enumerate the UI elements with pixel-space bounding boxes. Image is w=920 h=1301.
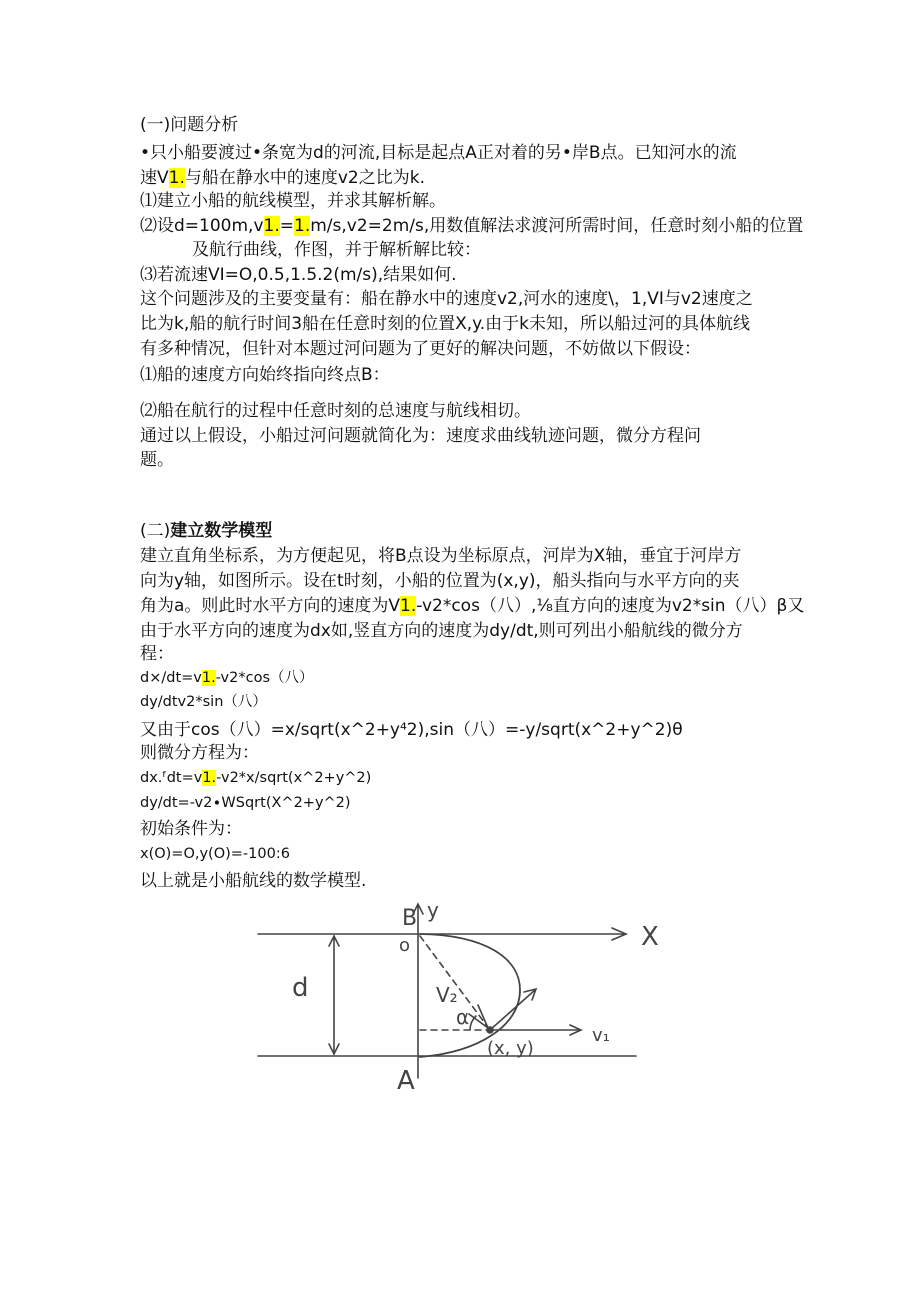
highlight: 1. xyxy=(202,770,217,786)
section-1-heading: (一)问题分析 xyxy=(140,115,239,135)
problem-paragraph-line-1: •只小船要渡过•条宽为d的河流,目标是起点A正对着的另•岸B点。已知河水的流 xyxy=(140,143,737,163)
alpha-angle-arc xyxy=(470,1016,476,1030)
highlight: 1. xyxy=(168,168,185,188)
label-alpha: α xyxy=(456,1005,470,1029)
variables-paragraph-line-1: 这个问题涉及的主要变量有：船在静水中的速度v2,河水的速度\，1,VI与v2速度之 xyxy=(140,289,753,309)
equation-1: d×∕dt=v1.-v2*cos（八） xyxy=(140,670,314,686)
question-2: ⑵设d=100m,v1.=1.m∕s,v2=2m∕s,用数值解法求渡河所需时间，任意时刻小船的位置 xyxy=(140,216,804,236)
label-d: d xyxy=(292,973,309,1003)
diff-eq-intro: 则微分方程为： xyxy=(140,743,259,763)
model-paragraph-line-5: 程： xyxy=(140,644,174,664)
simplification-line-1: 通过以上假设，小船过河问题就简化为：速度求曲线轨迹问题，微分方程问 xyxy=(140,426,701,446)
question-3: ⑶若流速VI=O,0.5,1.5.2(m∕s),结果如何. xyxy=(140,265,457,285)
highlight: 1. xyxy=(263,216,280,236)
equation-3: dx.ᶠdt=v1.-v2*x/sqrt(x^2+y^2) xyxy=(140,770,372,786)
label-y: y xyxy=(427,898,439,922)
boat-position-point xyxy=(487,1027,493,1033)
question-1: ⑴建立小船的航线模型，并求其解析解。 xyxy=(140,191,446,211)
simplification-line-2: 题。 xyxy=(140,450,174,470)
velocity-vector xyxy=(490,990,535,1030)
label-O: o xyxy=(399,935,411,956)
problem-paragraph-line-2: 速V1.与船在静水中的速度v2之比为k. xyxy=(140,168,425,188)
variables-paragraph-line-3: 有多种情况，但针对本题过河问题为了更好的解决问题，不妨做以下假设： xyxy=(140,339,701,359)
initial-conditions: x(O)=O,y(O)=-100:6 xyxy=(140,846,290,862)
label-A: A xyxy=(397,1066,415,1096)
highlight: 1. xyxy=(201,670,216,686)
label-xy: (x, y) xyxy=(487,1038,534,1059)
label-X: X xyxy=(641,922,659,952)
section-2-heading: (二)建立数学模型 xyxy=(140,521,273,541)
model-paragraph-line-1: 建立直角坐标系，为方便起见，将B点设为坐标原点，河岸为X轴，垂宜于河岸方 xyxy=(140,546,742,566)
question-2-continued: 及航行曲线，作图，并于解析解比较： xyxy=(192,240,481,260)
equation-4: dy∕dt=-v2∙WSqrt(X^2+y^2) xyxy=(140,795,351,811)
variables-paragraph-line-2: 比为k,船的航行时间3船在任意时刻的位置X,y.由于k未知，所以船过河的具体航线 xyxy=(140,314,750,334)
model-paragraph-line-3: 角为a。则此时水平方向的速度为V1.-v2*cos（八）,⅛直方向的速度为v2*sin（八）β又 xyxy=(140,596,805,616)
assumption-1: ⑴船的速度方向始终指向终点B： xyxy=(140,365,390,385)
assumption-2: ⑵船在航行的过程中任意时刻的总速度与航线相切。 xyxy=(140,401,531,421)
equation-2: dy/dtv2*sin（八） xyxy=(140,694,267,710)
label-B: B xyxy=(402,906,418,931)
highlight: 1. xyxy=(400,596,417,616)
initial-conditions-intro: 初始条件为： xyxy=(140,819,242,839)
cos-sin-relation: 又由于cos（八）=x/sqrt(x^2+y⁴2),sin（八）=-y/sqrt(x^2+y^2)θ xyxy=(140,720,683,740)
highlight: 1. xyxy=(294,216,311,236)
model-paragraph-line-2: 向为y轴，如图所示。设在t时刻，小船的位置为(x,y)，船头指向与水平方向的夹 xyxy=(140,571,740,591)
model-conclusion: 以上就是小船航线的数学模型. xyxy=(140,871,367,891)
label-V2: V₂ xyxy=(436,983,458,1007)
model-paragraph-line-4: 由于水平方向的速度为dx如,竖直方向的速度为dy∕dt,则可列出小船航线的微分方 xyxy=(140,621,743,641)
label-v1: v₁ xyxy=(592,1025,610,1046)
